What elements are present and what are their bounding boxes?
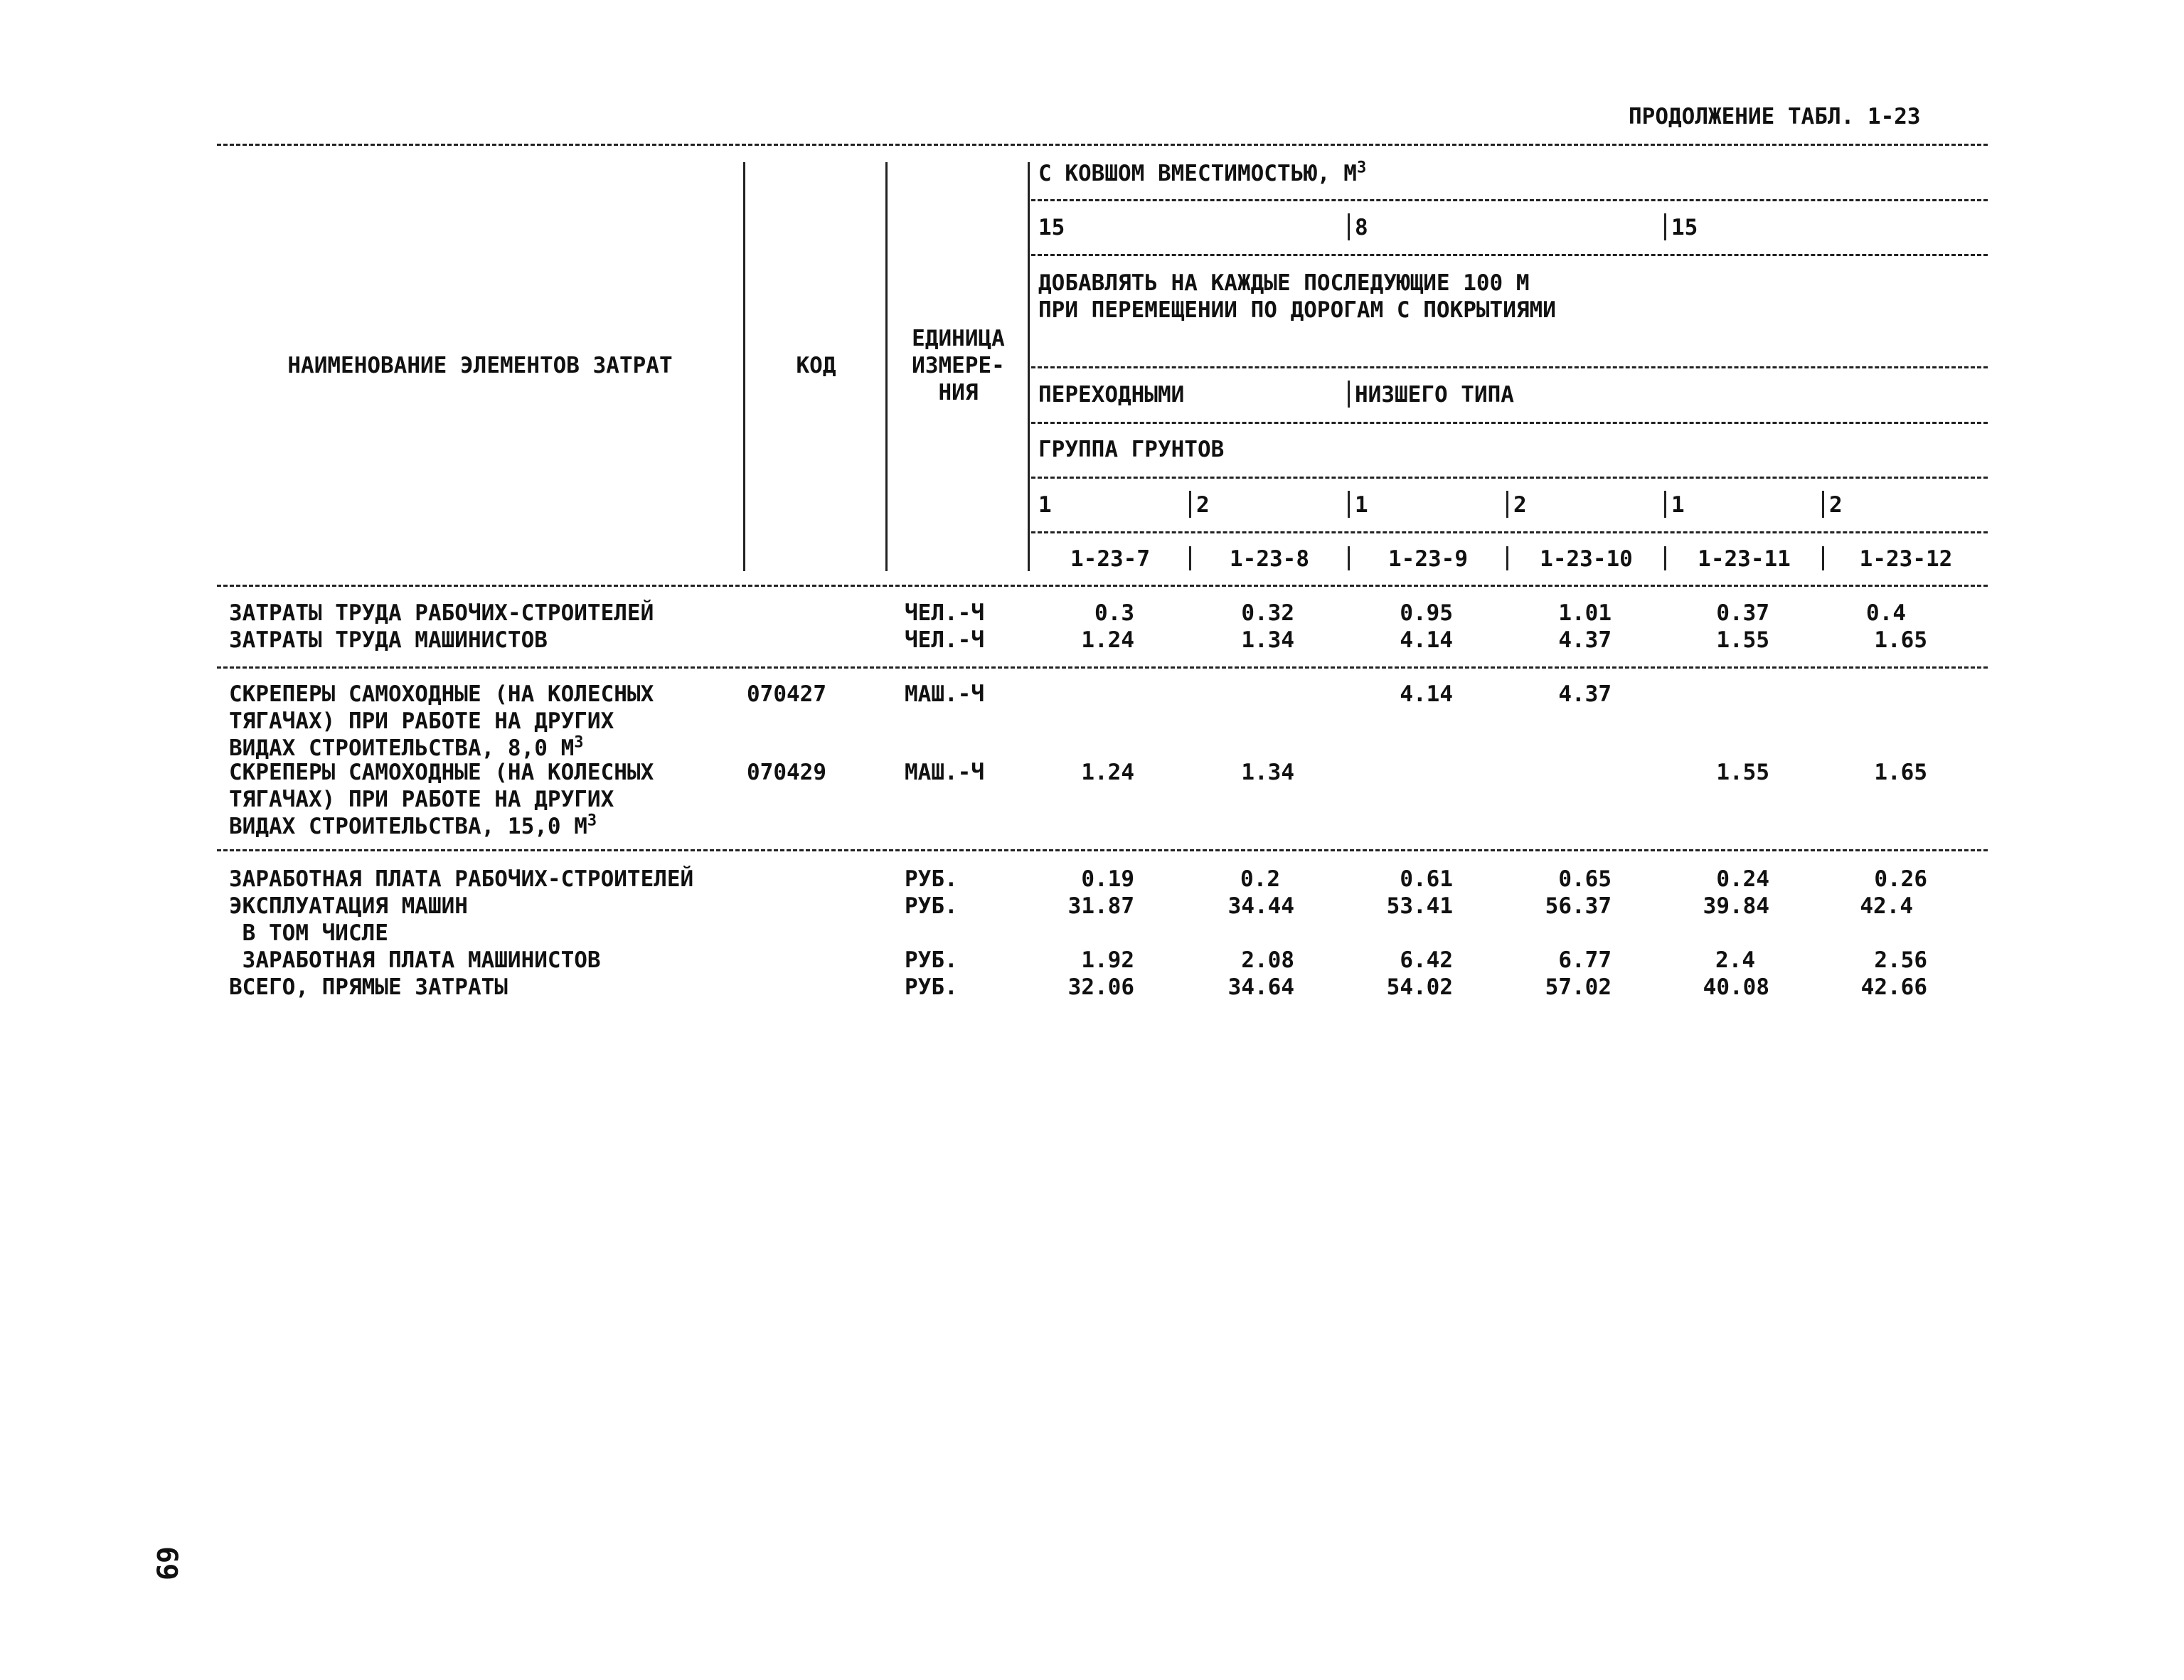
group-4: 2 bbox=[1513, 492, 1527, 518]
s3-row5-v5: 40.08 bbox=[1703, 974, 1769, 1000]
s2-row1-line2: ТЯГАЧАХ) ПРИ РАБОТЕ НА ДРУГИХ bbox=[229, 708, 614, 734]
s2-row2-v5: 1.55 bbox=[1716, 760, 1769, 785]
s2-row1-code: 070427 bbox=[747, 681, 826, 707]
header-name: НАИМЕНОВАНИЕ ЭЛЕМЕНТОВ ЗАТРАТ bbox=[287, 353, 673, 378]
s1-row1-v3: 0.95 bbox=[1400, 600, 1453, 626]
s2-row1-v4: 4.37 bbox=[1558, 681, 1612, 707]
s1-row2-name: ЗАТРАТЫ ТРУДА МАШИНИСТОВ bbox=[229, 627, 548, 653]
group-3: 1 bbox=[1355, 492, 1368, 518]
s3-row2-v4: 56.37 bbox=[1545, 893, 1612, 919]
s1-row2-v2: 1.34 bbox=[1241, 627, 1294, 653]
vline-c2 bbox=[1348, 546, 1350, 570]
s1-row2-unit: ЧЕЛ.-Ч bbox=[905, 627, 984, 653]
s1-row1-v4: 1.01 bbox=[1558, 600, 1612, 626]
capacity-2: 8 bbox=[1355, 215, 1368, 240]
header-code: КОД bbox=[796, 353, 836, 378]
s1-row2-v1: 1.24 bbox=[1081, 627, 1134, 653]
vline-unit-values bbox=[1028, 162, 1030, 571]
s1-row2-v3: 4.14 bbox=[1400, 627, 1453, 653]
table-caption: ПРОДОЛЖЕНИЕ ТАБЛ. 1-23 bbox=[1629, 104, 1921, 129]
vline-cap-1 bbox=[1348, 213, 1350, 240]
s3-row4-v5: 2.4 bbox=[1715, 947, 1755, 973]
group-5: 1 bbox=[1671, 492, 1685, 518]
s3-row5-name: ВСЕГО, ПРЯМЫЕ ЗАТРАТЫ bbox=[229, 974, 508, 1000]
s3-row2-v5: 39.84 bbox=[1703, 893, 1769, 919]
rule-header-end bbox=[217, 585, 1988, 587]
s3-row1-v5: 0.24 bbox=[1716, 866, 1769, 892]
vline-g4 bbox=[1664, 491, 1666, 518]
s3-row2-v3: 53.41 bbox=[1386, 893, 1453, 919]
header-unit-2: ИЗМЕРЕ- bbox=[912, 353, 1005, 378]
rule-s2-end bbox=[217, 849, 1988, 851]
s2-row2-unit: МАШ.-Ч bbox=[905, 760, 984, 785]
header-unit-3: НИЯ bbox=[938, 380, 979, 405]
s1-row2-v4: 4.37 bbox=[1558, 627, 1612, 653]
s3-row5-v3: 54.02 bbox=[1386, 974, 1453, 1000]
page-number: 69 bbox=[150, 1546, 183, 1581]
rule-h4 bbox=[1031, 422, 1988, 424]
vline-c5 bbox=[1822, 546, 1824, 570]
s3-row2-v6: 42.4 bbox=[1860, 893, 1913, 919]
vline-g1 bbox=[1189, 491, 1191, 518]
rule-h6 bbox=[1031, 531, 1988, 533]
rule-h5 bbox=[1031, 477, 1988, 479]
s3-row2-unit: РУБ. bbox=[905, 893, 958, 919]
code-5: 1-23-11 bbox=[1698, 546, 1791, 572]
road-type-2: НИЗШЕГО ТИПА bbox=[1355, 382, 1514, 408]
s2-row2-line2: ТЯГАЧАХ) ПРИ РАБОТЕ НА ДРУГИХ bbox=[229, 787, 614, 812]
s3-row4-v2: 2.08 bbox=[1241, 947, 1294, 973]
group-1: 1 bbox=[1038, 492, 1052, 518]
add-line-1: ДОБАВЛЯТЬ НА КАЖДЫЕ ПОСЛЕДУЮЩИЕ 100 М bbox=[1038, 270, 1530, 296]
code-6: 1-23-12 bbox=[1859, 546, 1953, 572]
code-3: 1-23-9 bbox=[1388, 546, 1468, 572]
s3-row1-v4: 0.65 bbox=[1558, 866, 1612, 892]
s3-row1-unit: РУБ. bbox=[905, 866, 958, 892]
capacity-1: 15 bbox=[1038, 215, 1065, 240]
s3-row1-name: ЗАРАБОТНАЯ ПЛАТА РАБОЧИХ-СТРОИТЕЛЕЙ bbox=[229, 866, 694, 892]
s1-row1-name: ЗАТРАТЫ ТРУДА РАБОЧИХ-СТРОИТЕЛЕЙ bbox=[229, 600, 654, 626]
group-2: 2 bbox=[1196, 492, 1210, 518]
s3-row4-v4: 6.77 bbox=[1558, 947, 1612, 973]
vline-c4 bbox=[1664, 546, 1666, 570]
s3-row5-v6: 42.66 bbox=[1860, 974, 1927, 1000]
rule-h3 bbox=[1031, 366, 1988, 368]
vline-cap-2 bbox=[1664, 213, 1666, 240]
s3-row4-v3: 6.42 bbox=[1400, 947, 1453, 973]
s3-row3-name: В ТОМ ЧИСЛЕ bbox=[229, 920, 388, 946]
rule-h1 bbox=[1031, 199, 1988, 201]
s2-row2-v6: 1.65 bbox=[1874, 760, 1927, 785]
s2-row2-line1: СКРЕПЕРЫ САМОХОДНЫЕ (НА КОЛЕСНЫХ bbox=[229, 760, 654, 785]
s2-row1-line1: СКРЕПЕРЫ САМОХОДНЫЕ (НА КОЛЕСНЫХ bbox=[229, 681, 654, 707]
s3-row5-v4: 57.02 bbox=[1545, 974, 1612, 1000]
s1-row1-v6: 0.4 bbox=[1866, 600, 1906, 626]
rule-s1-end bbox=[217, 666, 1988, 669]
s3-row1-v6: 0.26 bbox=[1874, 866, 1927, 892]
rule-top bbox=[217, 144, 1988, 146]
capacity-3: 15 bbox=[1671, 215, 1698, 240]
s3-row5-unit: РУБ. bbox=[905, 974, 958, 1000]
vline-c1 bbox=[1189, 546, 1191, 570]
soil-group: ГРУППА ГРУНТОВ bbox=[1038, 437, 1225, 462]
s3-row4-v1: 1.92 bbox=[1081, 947, 1134, 973]
vline-c3 bbox=[1506, 546, 1508, 570]
s2-row1-v3: 4.14 bbox=[1400, 681, 1453, 707]
s2-row2-v1: 1.24 bbox=[1081, 760, 1134, 785]
s1-row1-v2: 0.32 bbox=[1241, 600, 1294, 626]
header-bucket: С КОВШОМ ВМЕСТИМОСТЬЮ, $М^3$ bbox=[1038, 159, 1367, 186]
s3-row2-v1: 31.87 bbox=[1067, 893, 1134, 919]
header-unit-1: ЕДИНИЦА bbox=[912, 326, 1005, 351]
s3-row1-v3: 0.61 bbox=[1400, 866, 1453, 892]
vline-g5 bbox=[1822, 491, 1824, 518]
vline-g3 bbox=[1506, 491, 1508, 518]
s3-row2-v2: 34.44 bbox=[1227, 893, 1294, 919]
s2-row2-line3: ВИДАХ СТРОИТЕЛЬСТВА, 15,0 $М^3$ bbox=[229, 812, 597, 839]
s3-row2-name: ЭКСПЛУАТАЦИЯ МАШИН bbox=[229, 893, 468, 919]
s3-row5-v2: 34.64 bbox=[1227, 974, 1294, 1000]
vline-name-code bbox=[743, 162, 745, 571]
code-4: 1-23-10 bbox=[1540, 546, 1633, 572]
code-1: 1-23-7 bbox=[1070, 546, 1150, 572]
s1-row1-v5: 0.37 bbox=[1716, 600, 1769, 626]
s3-row1-v2: 0.2 bbox=[1240, 866, 1280, 892]
s2-row1-line3: ВИДАХ СТРОИТЕЛЬСТВА, 8,0 $М^3$ bbox=[229, 733, 584, 761]
s3-row4-name: ЗАРАБОТНАЯ ПЛАТА МАШИНИСТОВ bbox=[229, 947, 601, 973]
road-type-1: ПЕРЕХОДНЫМИ bbox=[1038, 382, 1185, 408]
vline-code-unit bbox=[885, 162, 888, 571]
s3-row1-v1: 0.19 bbox=[1081, 866, 1134, 892]
rule-h2 bbox=[1031, 254, 1988, 256]
vline-g2 bbox=[1348, 491, 1350, 518]
code-2: 1-23-8 bbox=[1230, 546, 1309, 572]
add-line-2: ПРИ ПЕРЕМЕЩЕНИИ ПО ДОРОГАМ С ПОКРЫТИЯМИ bbox=[1038, 297, 1556, 323]
s1-row2-v6: 1.65 bbox=[1874, 627, 1927, 653]
s2-row2-code: 070429 bbox=[747, 760, 826, 785]
vline-road bbox=[1348, 381, 1350, 408]
s3-row4-v6: 2.56 bbox=[1874, 947, 1927, 973]
group-6: 2 bbox=[1829, 492, 1843, 518]
s3-row5-v1: 32.06 bbox=[1067, 974, 1134, 1000]
s1-row1-v1: 0.3 bbox=[1094, 600, 1134, 626]
s3-row4-unit: РУБ. bbox=[905, 947, 958, 973]
s1-row1-unit: ЧЕЛ.-Ч bbox=[905, 600, 984, 626]
s2-row2-v2: 1.34 bbox=[1241, 760, 1294, 785]
s1-row2-v5: 1.55 bbox=[1716, 627, 1769, 653]
s2-row1-unit: МАШ.-Ч bbox=[905, 681, 984, 707]
